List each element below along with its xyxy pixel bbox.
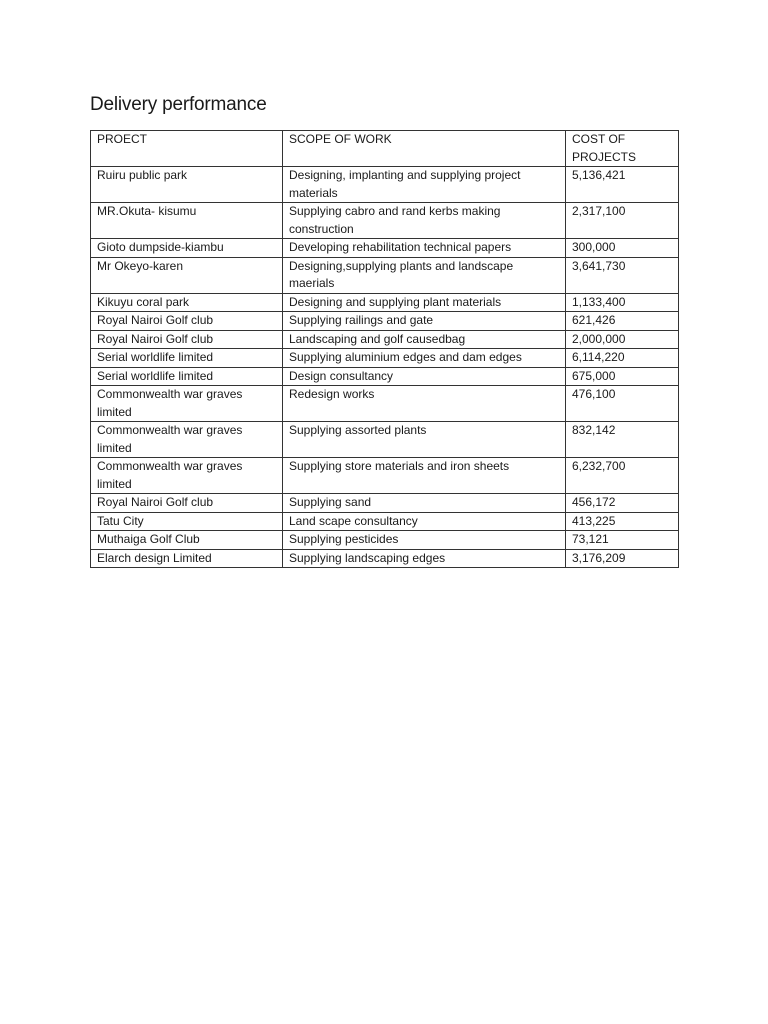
cell-cost: 675,000 [566,367,679,386]
cell-scope-of-work: Landscaping and golf causedbag [283,330,566,349]
cell-cost: 832,142 [566,422,679,458]
cell-project: Ruiru public park [91,167,283,203]
table-row [91,386,679,422]
table-row [91,422,679,458]
cell-scope-of-work: Land scape consultancy [283,512,566,531]
cell-cost: 3,641,730 [566,257,679,293]
cell-project: Commonwealth war graves limited [91,422,283,458]
cell-scope-of-work: Designing,supplying plants and landscape maerials [283,257,566,293]
cell-cost: 300,000 [566,239,679,258]
table-row [91,512,679,531]
column-header-scope: SCOPE OF WORK [283,131,566,167]
cell-scope-of-work: Supplying railings and gate [283,312,566,331]
cell-project: Commonwealth war graves limited [91,386,283,422]
cell-cost: 3,176,209 [566,549,679,568]
cell-cost: 456,172 [566,494,679,513]
cell-scope-of-work: Supplying assorted plants [283,422,566,458]
cell-cost: 621,426 [566,312,679,331]
cell-cost: 5,136,421 [566,167,679,203]
cell-project: MR.Okuta- kisumu [91,203,283,239]
table-row [91,349,679,368]
table-row [91,257,679,293]
table-row [91,367,679,386]
cell-project: Serial worldlife limited [91,349,283,368]
cell-project: Serial worldlife limited [91,367,283,386]
cell-scope-of-work: Supplying store materials and iron sheets [283,458,566,494]
cell-scope-of-work: Supplying aluminium edges and dam edges [283,349,566,368]
cell-cost: 1,133,400 [566,293,679,312]
cell-scope-of-work: Supplying cabro and rand kerbs making construction [283,203,566,239]
cell-project: Mr Okeyo-karen [91,257,283,293]
cell-project: Royal Nairoi Golf club [91,312,283,331]
column-header-cost: COST OF PROJECTS [566,131,679,167]
cell-scope-of-work: Supplying pesticides [283,531,566,550]
cell-scope-of-work: Redesign works [283,386,566,422]
cell-cost: 413,225 [566,512,679,531]
column-header-project: PROECT [91,131,283,167]
table-row [91,167,679,203]
table-row [91,549,679,568]
table-row [91,531,679,550]
table-row [91,494,679,513]
table-row [91,293,679,312]
cell-project: Tatu City [91,512,283,531]
cell-project: Kikuyu coral park [91,293,283,312]
cell-cost: 476,100 [566,386,679,422]
cell-scope-of-work: Design consultancy [283,367,566,386]
cell-cost: 6,232,700 [566,458,679,494]
cell-cost: 6,114,220 [566,349,679,368]
table-row [91,458,679,494]
cell-project: Commonwealth war graves limited [91,458,283,494]
page-title: Delivery performance [90,94,267,115]
cell-cost: 2,000,000 [566,330,679,349]
delivery-performance-table [90,130,679,568]
cell-cost: 2,317,100 [566,203,679,239]
cell-scope-of-work: Supplying landscaping edges [283,549,566,568]
table-header-row [91,131,679,167]
cell-scope-of-work: Designing and supplying plant materials [283,293,566,312]
table-row [91,312,679,331]
table-body [91,167,679,568]
cell-cost: 73,121 [566,531,679,550]
cell-project: Royal Nairoi Golf club [91,494,283,513]
cell-project: Muthaiga Golf Club [91,531,283,550]
cell-project: Royal Nairoi Golf club [91,330,283,349]
table-row [91,203,679,239]
cell-scope-of-work: Supplying sand [283,494,566,513]
cell-scope-of-work: Developing rehabilitation technical papers [283,239,566,258]
table-row [91,330,679,349]
cell-scope-of-work: Designing, implanting and supplying project materials [283,167,566,203]
cell-project: Elarch design Limited [91,549,283,568]
table-row [91,239,679,258]
cell-project: Gioto dumpside-kiambu [91,239,283,258]
